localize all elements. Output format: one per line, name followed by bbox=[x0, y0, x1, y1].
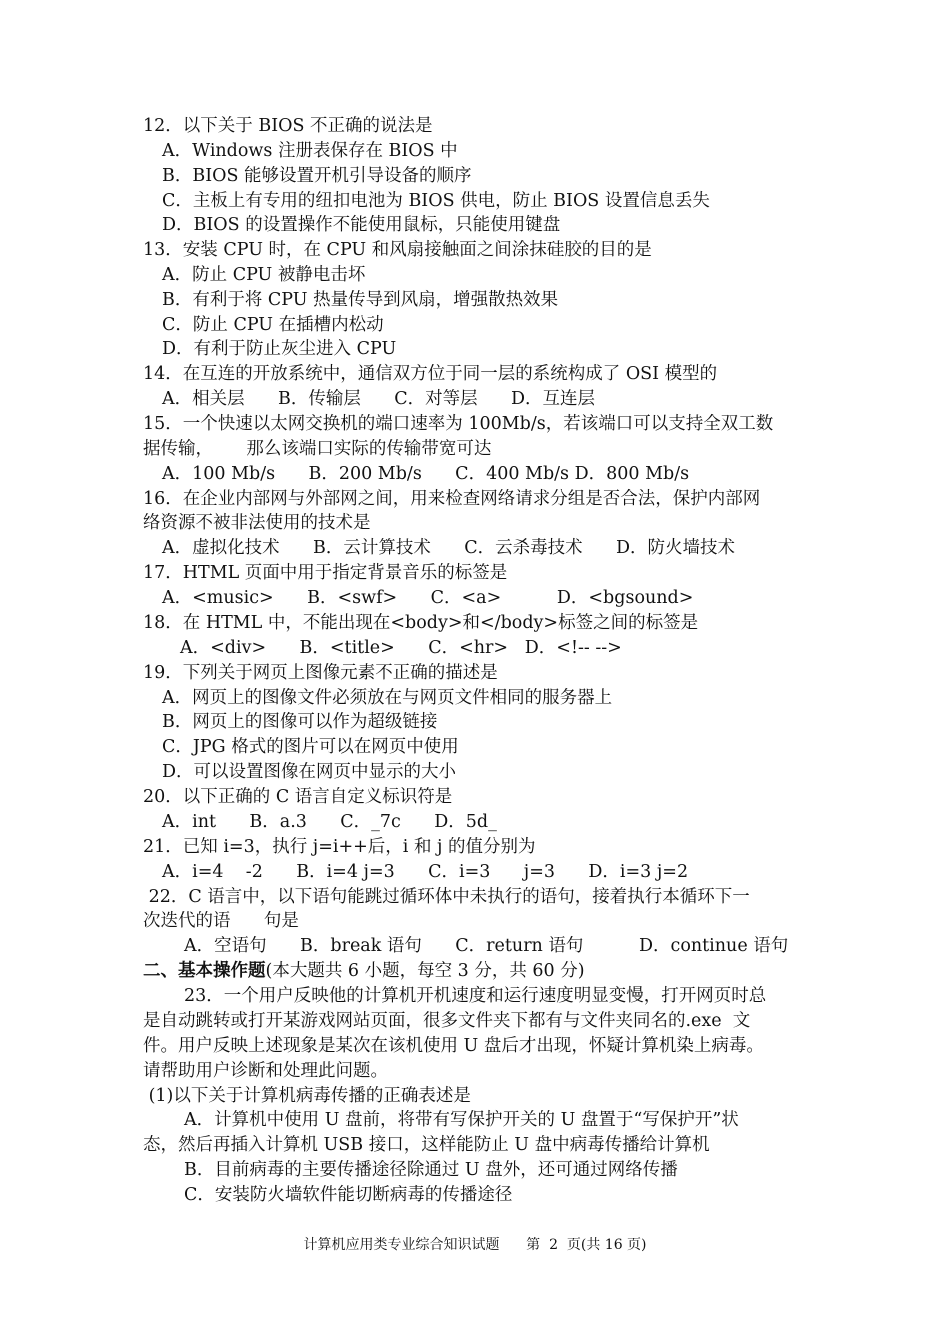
q19-option-a: A．网页上的图像文件必须放在与网页文件相同的服务器上 bbox=[162, 688, 613, 708]
question-14: 14．在互连的开放系统中，通信双方位于同一层的系统构成了 OSI 模型的 bbox=[143, 364, 718, 384]
q21-options: A．i=4 -2 B．i=4 j=3 C．i=3 j=3 D．i=3 j=2 bbox=[162, 862, 689, 882]
sub-q1-option-c: C．安装防火墙软件能切断病毒的传播途径 bbox=[184, 1185, 513, 1205]
q19-option-b: B．网页上的图像可以作为超级链接 bbox=[162, 712, 438, 732]
section-2-title: 二、基本操作题 bbox=[143, 961, 266, 981]
question-20: 20．以下正确的 C 语言自定义标识符是 bbox=[143, 787, 453, 807]
q13-option-d: D．有利于防止灰尘进入 CPU bbox=[162, 339, 397, 359]
sub-q1-option-a: A．计算机中使用 U 盘前，将带有写保护开关的 U 盘置于“写保护开”状 bbox=[184, 1110, 739, 1130]
q13-option-b: B．有利于将 CPU 热量传导到风扇，增强散热效果 bbox=[162, 290, 559, 310]
question-15-cont: 据传输， 那么该端口实际的传输带宽可达 bbox=[143, 439, 492, 459]
question-15: 15．一个快速以太网交换机的端口速率为 100Mb/s，若该端口可以支持全双工数 bbox=[143, 414, 774, 434]
question-17: 17．HTML 页面中用于指定背景音乐的标签是 bbox=[143, 563, 508, 583]
q18-options: A．<div> B．<title> C．<hr> D．<!-- --> bbox=[180, 638, 622, 658]
section-2-note: (本大题共 6 小题，每空 3 分，共 60 分) bbox=[265, 961, 585, 981]
question-12: 12．以下关于 BIOS 不正确的说法是 bbox=[143, 116, 433, 136]
question-22-cont: 次迭代的语 句是 bbox=[143, 911, 299, 931]
section-2-heading bbox=[143, 959, 585, 983]
q12-option-a: A．Windows 注册表保存在 BIOS 中 bbox=[162, 141, 458, 161]
question-21: 21．已知 i=3，执行 j=i++后，i 和 j 的值分别为 bbox=[143, 837, 536, 857]
q12-option-c: C．主板上有专用的纽扣电池为 BIOS 供电，防止 BIOS 设置信息丢失 bbox=[162, 191, 710, 211]
q19-option-d: D．可以设置图像在网页中显示的大小 bbox=[162, 762, 457, 782]
sub-q1-option-b: B．目前病毒的主要传播途径除通过 U 盘外，还可通过网络传播 bbox=[184, 1160, 678, 1180]
q15-options: A．100 Mb/s B．200 Mb/s C．400 Mb/s D．800 Mb/s bbox=[162, 464, 690, 484]
question-13: 13．安装 CPU 时，在 CPU 和风扇接触面之间涂抹硅胶的目的是 bbox=[143, 240, 652, 260]
sub-q1-option-a-cont: 态，然后再插入计算机 USB 接口，这样能防止 U 盘中病毒传播给计算机 bbox=[143, 1135, 710, 1155]
q14-options: A．相关层 B．传输层 C．对等层 D．互连层 bbox=[162, 389, 596, 409]
question-23-cont-1: 是自动跳转或打开某游戏网站页面，很多文件夹下都有与文件夹同名的.exe 文 bbox=[143, 1011, 751, 1031]
q16-options: A．虚拟化技术 B．云计算技术 C．云杀毒技术 D．防火墙技术 bbox=[162, 538, 736, 558]
question-18: 18．在 HTML 中，不能出现在<body>和</body>标签之间的标签是 bbox=[143, 613, 699, 633]
q17-options: A．<music> B．<swf> C．<a> D．<bgsound> bbox=[162, 588, 694, 608]
sub-question-1: (1)以下关于计算机病毒传播的正确表述是 bbox=[143, 1086, 471, 1106]
q13-option-a: A．防止 CPU 被静电击坏 bbox=[162, 265, 366, 285]
question-16-cont: 络资源不被非法使用的技术是 bbox=[143, 513, 371, 533]
q12-option-d: D．BIOS 的设置操作不能使用鼠标，只能使用键盘 bbox=[162, 215, 561, 235]
q12-option-b: B．BIOS 能够设置开机引导设备的顺序 bbox=[162, 166, 472, 186]
question-23-cont-3: 请帮助用户诊断和处理此问题。 bbox=[143, 1061, 388, 1081]
q22-options: A．空语句 B．break 语句 C．return 语句 D．continue 语句 bbox=[184, 936, 789, 956]
q20-options: A．int B．a.3 C．_7c D．5d_ bbox=[162, 812, 497, 832]
q19-option-c: C．JPG 格式的图片可以在网页中使用 bbox=[162, 737, 459, 757]
page-footer: 计算机应用类专业综合知识试题 第 2 页(共 16 页) bbox=[303, 1237, 647, 1253]
question-16: 16．在企业内部网与外部网之间，用来检查网络请求分组是否合法，保护内部网 bbox=[143, 489, 761, 509]
q13-option-c: C．防止 CPU 在插槽内松动 bbox=[162, 315, 384, 335]
question-23-cont-2: 件。用户反映上述现象是某次在该机使用 U 盘后才出现，怀疑计算机染上病毒。 bbox=[143, 1036, 764, 1056]
question-23: 23．一个用户反映他的计算机开机速度和运行速度明显变慢，打开网页时总 bbox=[184, 986, 767, 1006]
question-22: 22．C 语言中，以下语句能跳过循环体中未执行的语句，接着执行本循环下一 bbox=[143, 887, 750, 907]
question-19: 19．下列关于网页上图像元素不正确的描述是 bbox=[143, 663, 498, 683]
